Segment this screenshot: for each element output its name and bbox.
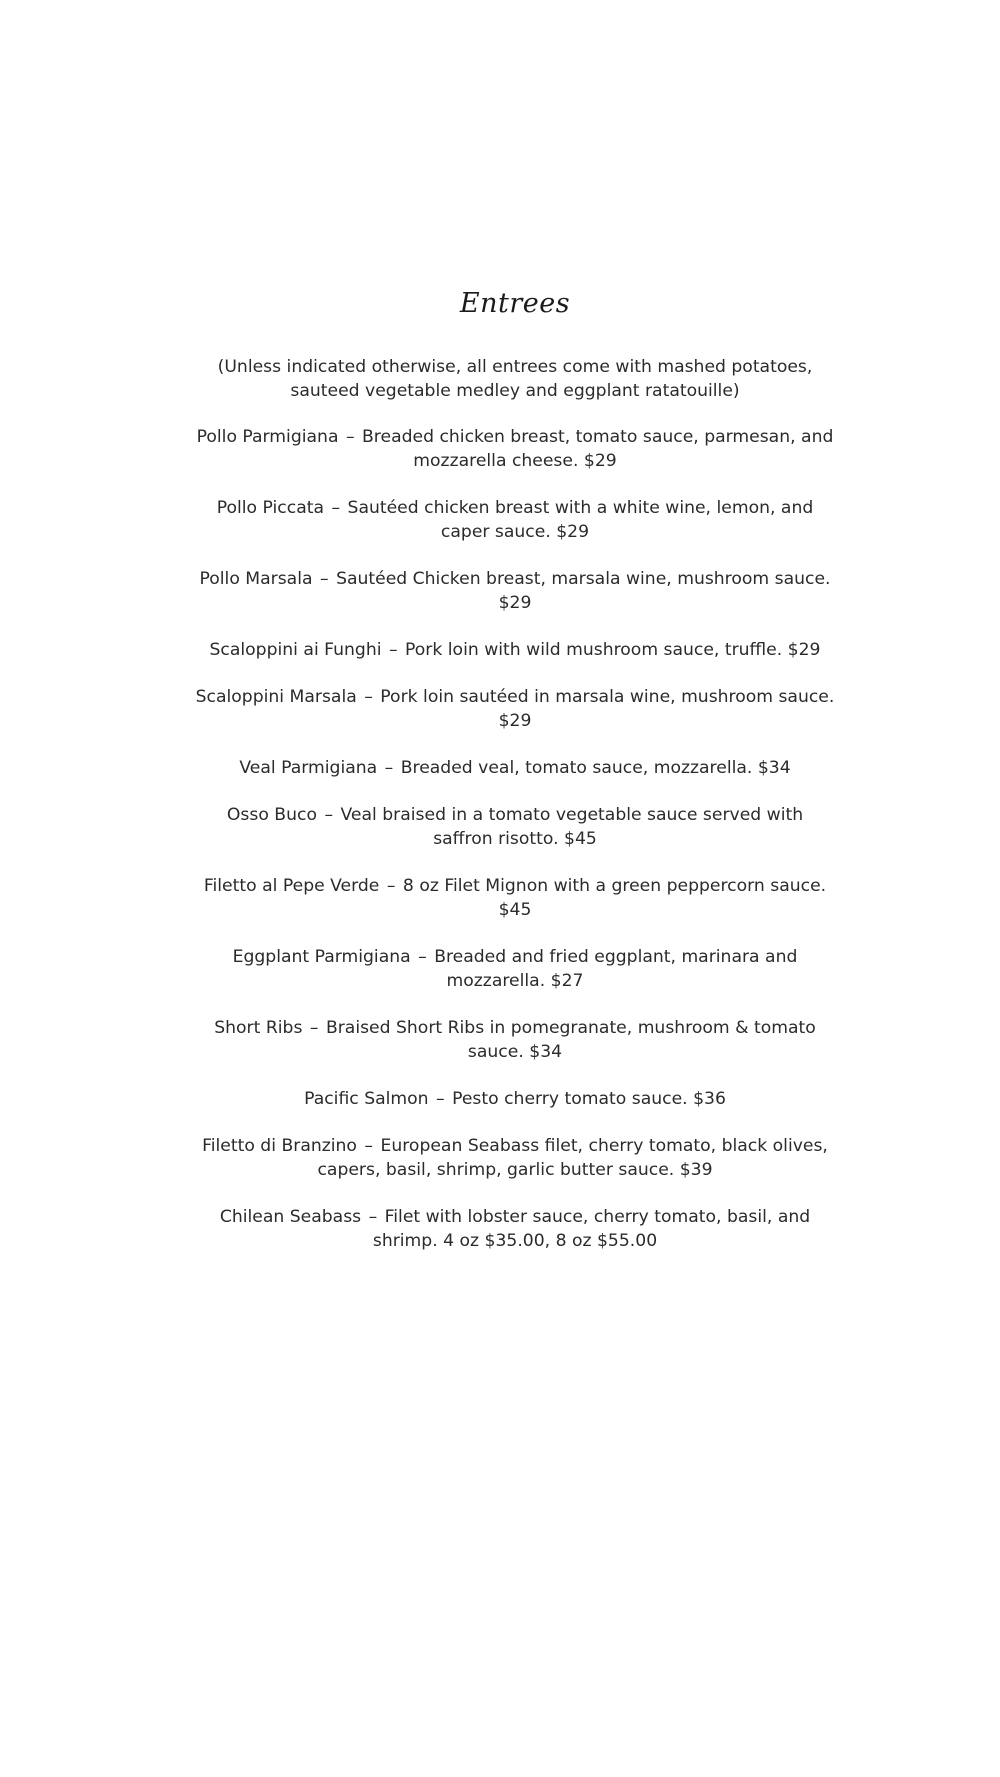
menu-item-separator: – <box>368 1207 378 1227</box>
menu-item-name: Filetto al Pepe Verde <box>203 876 380 896</box>
menu-item-description: Veal braised in a tomato vegetable sauce served with saffron risotto. $45 <box>340 805 804 849</box>
menu-item-chilean-seabass <box>195 1205 835 1253</box>
menu-item-name: Pollo Parmigiana <box>196 427 339 447</box>
menu-item-description: Filet with lobster sauce, cherry tomato, basil, and shrimp. 4 oz $35.00, 8 oz $55.00 <box>372 1207 811 1251</box>
menu-item-description: Pesto cherry tomato sauce. $36 <box>452 1089 726 1109</box>
menu-body <box>195 355 835 1276</box>
menu-item-separator: – <box>384 758 394 778</box>
menu-item-separator: – <box>324 805 334 825</box>
menu-item-description: Breaded and fried eggplant, marinara and mozzarella. $27 <box>434 947 798 991</box>
menu-item-scaloppini-ai-funghi <box>195 638 835 662</box>
menu-item-separator: – <box>364 687 373 707</box>
menu-item-separator: – <box>320 569 329 589</box>
menu-item-separator: – <box>388 640 398 660</box>
menu-item-name: Osso Buco <box>226 805 317 825</box>
menu-item-name: Scaloppini ai Funghi <box>209 640 382 660</box>
menu-item-pollo-marsala <box>195 567 835 615</box>
menu-item-description: 8 oz Filet Mignon with a green peppercorn sauce. $45 <box>402 876 827 920</box>
menu-item-filetto-di-branzino <box>195 1134 835 1182</box>
menu-item-separator: – <box>386 876 396 896</box>
menu-item-name: Eggplant Parmigiana <box>232 947 411 967</box>
menu-item-separator: – <box>436 1089 445 1109</box>
menu-item-separator: – <box>418 947 427 967</box>
menu-item-separator: – <box>364 1136 374 1156</box>
menu-item-pollo-parmigiana <box>195 425 835 473</box>
menu-item-description: Breaded veal, tomato sauce, mozzarella. $34 <box>400 758 791 778</box>
menu-item-separator: – <box>309 1018 319 1038</box>
menu-item-name: Pacific Salmon <box>304 1089 429 1109</box>
menu-item-scaloppini-marsala <box>195 685 835 733</box>
menu-item-description: European Seabass filet, cherry tomato, black olives, capers, basil, shrimp, garlic butter sauce. $39 <box>317 1136 828 1180</box>
menu-title: Entrees <box>459 288 571 319</box>
menu-item-description: Sautéed chicken breast with a white wine, lemon, and caper sauce. $29 <box>347 498 814 542</box>
menu-item-osso-buco <box>195 803 835 851</box>
menu-item-eggplant-parmigiana <box>195 945 835 993</box>
menu-item-short-ribs <box>195 1016 835 1064</box>
menu-item-description: Braised Short Ribs in pomegranate, mushroom & tomato sauce. $34 <box>325 1018 816 1062</box>
menu-item-filetto-al-pepe-verde <box>195 874 835 922</box>
menu-item-name: Veal Parmigiana <box>239 758 378 778</box>
menu-item-name: Scaloppini Marsala <box>195 687 357 707</box>
menu-item-veal-parmigiana <box>195 756 835 780</box>
menu-item-description: Sautéed Chicken breast, marsala wine, mushroom sauce. $29 <box>336 569 831 613</box>
menu-item-pacific-salmon <box>195 1087 835 1111</box>
menu-item-separator: – <box>331 498 341 518</box>
menu-item-description: Pork loin with wild mushroom sauce, truffle. $29 <box>405 640 821 660</box>
menu-intro: (Unless indicated otherwise, all entrees come with mashed potatoes, sauteed vegetable medley and eggplant ratatouille) <box>217 357 813 401</box>
menu-item-name: Pollo Piccata <box>216 498 324 518</box>
menu-item-name: Filetto di Branzino <box>202 1136 357 1156</box>
menu-item-name: Chilean Seabass <box>219 1207 362 1227</box>
menu-item-name: Short Ribs <box>214 1018 303 1038</box>
menu-item-description: Breaded chicken breast, tomato sauce, parmesan, and mozzarella cheese. $29 <box>362 427 834 471</box>
menu-item-pollo-piccata <box>195 496 835 544</box>
menu-item-description: Pork loin sautéed in marsala wine, mushroom sauce. $29 <box>380 687 835 731</box>
menu-item-separator: – <box>345 427 355 447</box>
menu-item-name: Pollo Marsala <box>199 569 313 589</box>
